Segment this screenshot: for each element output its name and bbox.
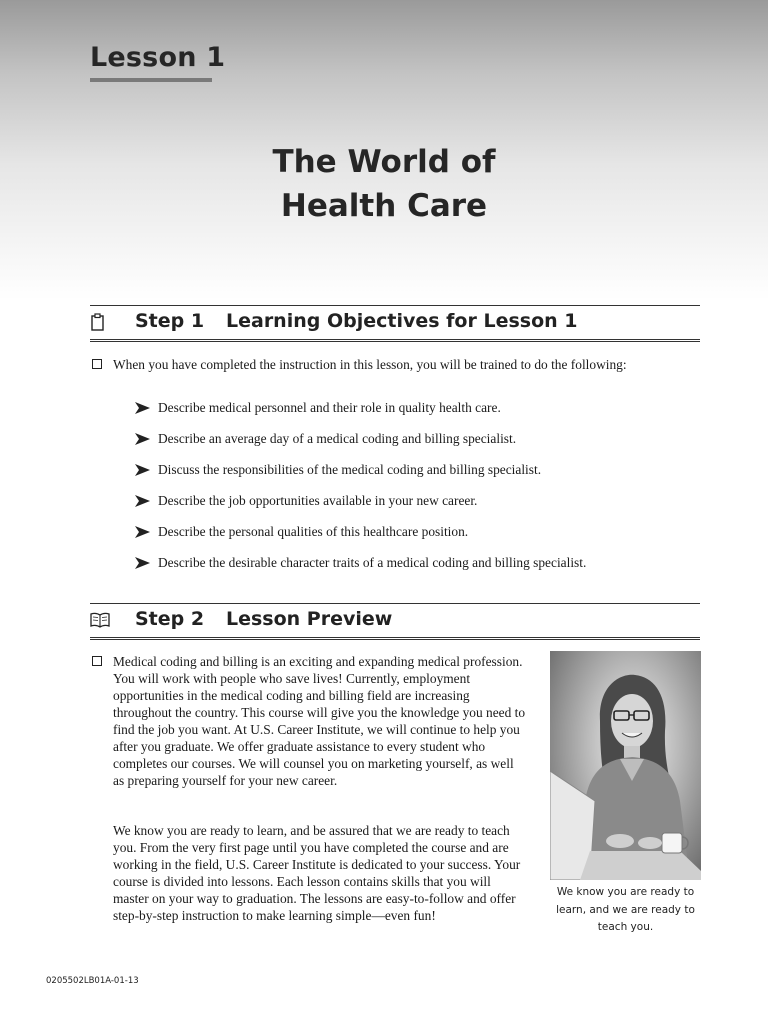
list-item: Describe medical personnel and their role in quality health care. [135, 397, 705, 428]
step1-title: Learning Objectives for Lesson 1 [226, 310, 578, 332]
list-item: Describe the desirable character traits of a medical coding and billing specialist. [135, 552, 705, 583]
open-book-icon [90, 611, 110, 629]
list-item: Describe an average day of a medical coding and billing specialist. [135, 428, 705, 459]
lesson-underline [90, 78, 212, 82]
step2-header [90, 603, 700, 636]
step1-number: Step 1 [135, 310, 205, 332]
document-code: 0205502LB01A-01-13 [46, 976, 139, 986]
list-item: Describe the personal qualities of this healthcare position. [135, 521, 705, 552]
step2-paragraph-2: We know you are ready to learn, and be assured that we are ready to teach you. From the very first page until you have completed the course and are working in the field, U.S. Career Institute is dedicated to your success. Your course is divided into lessons. Each lesson contains skills that you will master on your way to graduation. The lessons are easy-to-follow and offer step-by-step instruction to make learning simple—even fun! [113, 823, 521, 923]
arrowhead-bullet-icon [135, 526, 150, 538]
arrowhead-bullet-icon [135, 433, 150, 445]
list-item: Discuss the responsibilities of the medical coding and billing specialist. [135, 459, 705, 490]
clipboard-icon [90, 313, 106, 331]
checkbox-bullet-icon [92, 359, 102, 369]
step2-number: Step 2 [135, 608, 205, 630]
list-item: Describe the job opportunities available in your new career. [135, 490, 705, 521]
arrowhead-bullet-icon [135, 557, 150, 569]
lesson-label: Lesson 1 [90, 42, 226, 73]
title-line-2: Health Care [280, 188, 488, 224]
student-photo [550, 651, 701, 880]
photo-caption: We know you are ready to learn, and we are ready to teach you. [556, 886, 695, 933]
student-with-laptop-illustration [550, 651, 701, 880]
checkbox-bullet-icon [92, 656, 102, 666]
objectives-list [135, 397, 705, 583]
arrowhead-bullet-icon [135, 464, 150, 476]
arrowhead-bullet-icon [135, 402, 150, 414]
step1-intro: When you have completed the instruction in this lesson, you will be trained to do the following: [113, 357, 627, 372]
page-title [184, 140, 584, 228]
step1-header [90, 305, 700, 338]
step2-paragraph-1: Medical coding and billing is an exciting and expanding medical profession. You will work with people who save lives! Currently, employment opportunities in the medical coding and billing field are increasing throughout the country. This course will give you the knowledge you need to find the job you want. At U.S. Career Institute, we will continue to help you after you graduate. We offer graduate assistance to every student who completes our courses. We will counsel you on marketing yourself, as well as preparing yourself for your new career. [113, 654, 526, 788]
arrowhead-bullet-icon [135, 495, 150, 507]
step2-title: Lesson Preview [226, 608, 393, 630]
title-line-1: The World of [272, 144, 496, 180]
